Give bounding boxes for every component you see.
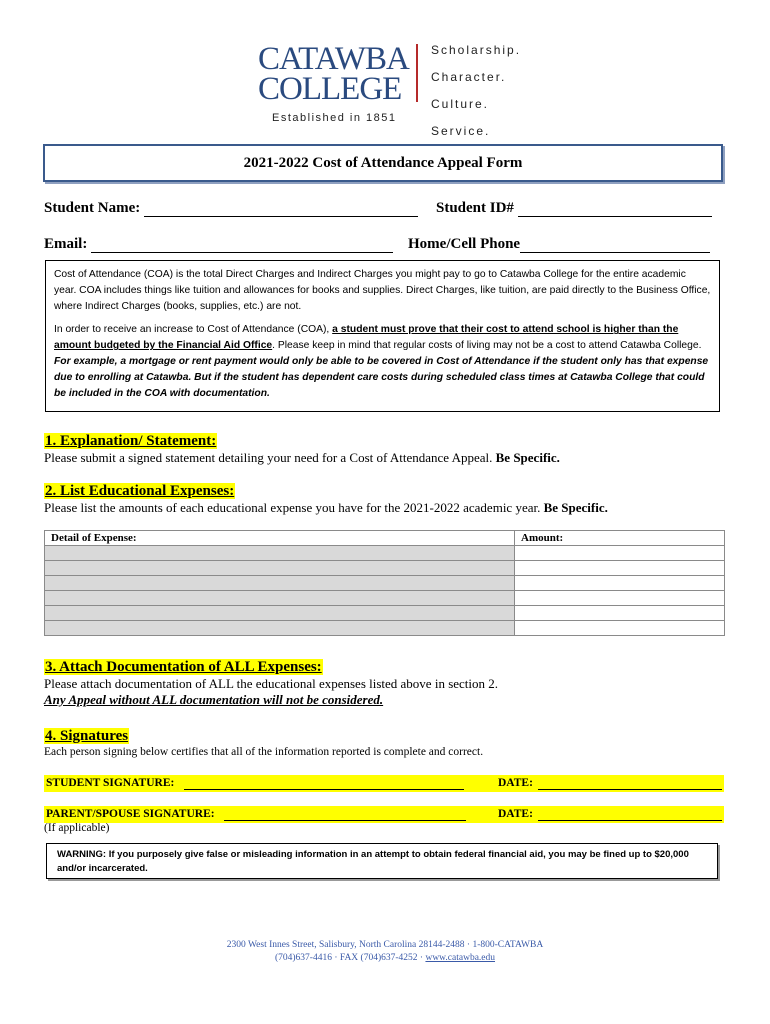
logo-line1: CATAWBA bbox=[258, 41, 409, 77]
section3-warning: Any Appeal without ALL documentation will not be considered. bbox=[44, 692, 384, 707]
expense-amount-cell[interactable] bbox=[515, 576, 725, 591]
expense-detail-cell[interactable] bbox=[45, 576, 515, 591]
section3-text: Please attach documentation of ALL the educational expenses listed above in section 2. bbox=[44, 676, 499, 691]
expense-amount-cell[interactable] bbox=[515, 606, 725, 621]
parent-date-label: DATE: bbox=[498, 808, 533, 820]
student-date-label: DATE: bbox=[498, 777, 533, 789]
expense-amount-cell[interactable] bbox=[515, 621, 725, 636]
table-row[interactable] bbox=[45, 576, 725, 591]
student-date-line[interactable] bbox=[538, 776, 722, 790]
warning-box bbox=[46, 843, 718, 879]
parent-date-line[interactable] bbox=[538, 807, 722, 821]
coa-info-box bbox=[45, 260, 720, 412]
expense-detail-cell[interactable] bbox=[45, 546, 515, 561]
section2-text-line bbox=[44, 500, 608, 516]
footer-website-link[interactable]: www.catawba.edu bbox=[425, 953, 496, 963]
table-row[interactable] bbox=[45, 621, 725, 636]
student-name-field[interactable] bbox=[44, 200, 418, 217]
student-signature-row[interactable] bbox=[44, 775, 724, 792]
if-applicable-note: (If applicable) bbox=[44, 822, 110, 834]
student-id-field[interactable] bbox=[436, 200, 712, 217]
expense-amount-cell[interactable] bbox=[515, 561, 725, 576]
phone-field[interactable] bbox=[408, 236, 710, 253]
col-detail-header: Detail of Expense: bbox=[45, 531, 515, 546]
section1-heading: 1. Explanation/ Statement: bbox=[45, 433, 217, 449]
email-field[interactable] bbox=[44, 236, 393, 253]
coa-p2-mid: . Please keep in mind that regular costs of living may not be a cost to attend Catawba College. bbox=[272, 340, 702, 352]
expense-amount-cell[interactable] bbox=[515, 546, 725, 561]
college-logo bbox=[258, 41, 418, 107]
section4-heading: 4. Signatures bbox=[45, 728, 129, 744]
student-id-line[interactable] bbox=[518, 203, 712, 217]
section2-heading-wrap bbox=[44, 482, 235, 500]
parent-signature-line[interactable] bbox=[224, 807, 466, 821]
tagline-1: Scholarship. bbox=[431, 43, 522, 57]
table-row[interactable] bbox=[45, 591, 725, 606]
section4-heading-wrap bbox=[44, 727, 129, 745]
section2-text: Please list the amounts of each educational expense you have for the 2021-2022 academic year. bbox=[44, 500, 541, 515]
logo-divider bbox=[416, 44, 418, 102]
parent-signature-label: PARENT/SPOUSE SIGNATURE: bbox=[46, 808, 215, 820]
established-text: Established in 1851 bbox=[272, 112, 397, 124]
section2-emph: Be Specific. bbox=[543, 500, 608, 515]
coa-p2-italic: For example, a mortgage or rent payment would only be able to be covered in Cost of Attendance if the student only has that expense due to enrolling at Catawba. But if the student has dependent care costs during scheduled class times at Catawba College that could be included in the COA with documentation. bbox=[54, 355, 709, 399]
phone-line[interactable] bbox=[520, 239, 710, 253]
coa-p2-emphasis: a student must prove that their cost to attend school is higher than the amount budgeted by the Financial Aid Office bbox=[54, 324, 679, 352]
form-title-box bbox=[43, 144, 723, 182]
coa-p2-start: In order to receive an increase to Cost of Attendance (COA), bbox=[54, 324, 333, 336]
table-row[interactable] bbox=[45, 606, 725, 621]
section2-heading: 2. List Educational Expenses: bbox=[45, 483, 235, 499]
expense-detail-cell[interactable] bbox=[45, 591, 515, 606]
email-line[interactable] bbox=[91, 239, 393, 253]
student-signature-label: STUDENT SIGNATURE: bbox=[46, 777, 175, 789]
expense-table bbox=[44, 530, 725, 636]
section3-heading: 3. Attach Documentation of ALL Expenses: bbox=[45, 659, 322, 675]
tagline-2: Character. bbox=[431, 70, 507, 84]
phone-label: Home/Cell Phone bbox=[408, 236, 521, 252]
section4-text: Each person signing below certifies that all of the information reported is complete and correct. bbox=[44, 746, 484, 758]
student-signature-line[interactable] bbox=[184, 776, 464, 790]
expense-detail-cell[interactable] bbox=[45, 606, 515, 621]
section1-text: Please submit a signed statement detailing your need for a Cost of Attendance Appeal. bbox=[44, 450, 493, 465]
footer-phone-fax: (704)637-4416 · FAX (704)637-4252 · bbox=[274, 953, 426, 963]
footer-address: 2300 West Innes Street, Salisbury, North Carolina 28144-2488 · 1-800-CATAWBA bbox=[226, 940, 544, 950]
warning-text: WARNING: If you purposely give false or misleading information in an attempt to obtain federal financial aid, you may be fined up to $20,000 and/or incarcerated. bbox=[57, 849, 689, 874]
col-amount-header: Amount: bbox=[515, 531, 725, 546]
section1-text-line bbox=[44, 450, 560, 466]
expense-table-header bbox=[45, 531, 725, 546]
section1-emph: Be Specific. bbox=[495, 450, 560, 465]
parent-signature-row[interactable] bbox=[44, 806, 724, 823]
student-id-label: Student ID# bbox=[436, 200, 514, 216]
coa-info-paragraph-2 bbox=[54, 322, 711, 401]
expense-detail-cell[interactable] bbox=[45, 621, 515, 636]
section1-heading-wrap bbox=[44, 432, 217, 450]
tagline-4: Service. bbox=[431, 124, 491, 138]
logo-line2: COLLEGE bbox=[258, 71, 402, 107]
table-row[interactable] bbox=[45, 546, 725, 561]
form-title: 2021-2022 Cost of Attendance Appeal Form bbox=[243, 155, 523, 171]
footer-contact bbox=[0, 953, 770, 963]
student-name-line[interactable] bbox=[144, 203, 418, 217]
table-row[interactable] bbox=[45, 561, 725, 576]
tagline-3: Culture. bbox=[431, 97, 490, 111]
expense-detail-cell[interactable] bbox=[45, 561, 515, 576]
expense-amount-cell[interactable] bbox=[515, 591, 725, 606]
student-name-label: Student Name: bbox=[44, 200, 141, 216]
email-label: Email: bbox=[44, 236, 88, 252]
section3-heading-wrap bbox=[44, 658, 323, 676]
coa-info-paragraph-1: Cost of Attendance (COA) is the total Direct Charges and Indirect Charges you might pay to go to Catawba College for the entire academic year. COA includes things like tuition and allowances for books and supplies. Direct Charges, like tuition, are paid directly to the Business Office, where Indirect Charges (books, supplies, etc.) are not. bbox=[54, 269, 711, 312]
